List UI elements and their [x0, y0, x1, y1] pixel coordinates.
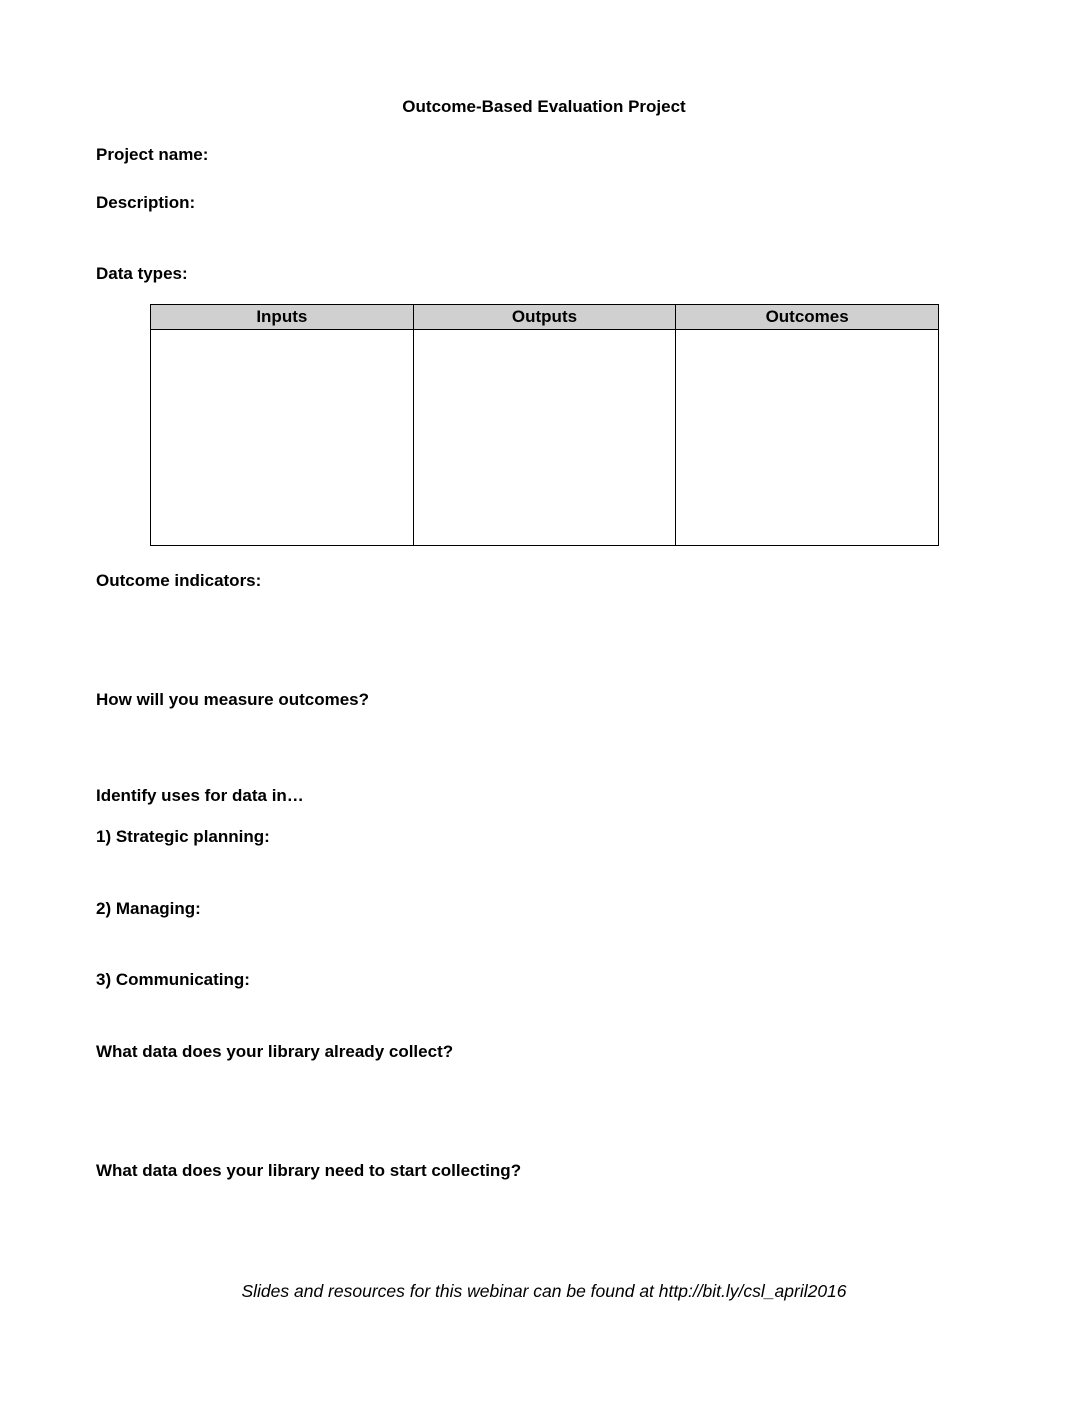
page-title: Outcome-Based Evaluation Project	[402, 97, 686, 116]
inputs-header: Inputs	[151, 305, 414, 330]
project-name-label: Project name:	[96, 145, 209, 164]
data-types-table	[150, 304, 939, 546]
inputs-cell[interactable]	[151, 330, 414, 546]
outputs-header: Outputs	[413, 305, 676, 330]
managing-label: 2) Managing:	[96, 899, 201, 918]
identify-uses-label: Identify uses for data in…	[96, 786, 304, 805]
outcome-indicators-label: Outcome indicators:	[96, 571, 262, 590]
outcomes-header: Outcomes	[676, 305, 939, 330]
footer-note: Slides and resources for this webinar can be found at http://bit.ly/csl_april2016	[241, 1281, 847, 1301]
need-to-collect-label: What data does your library need to start collecting?	[96, 1161, 522, 1180]
strategic-planning-label: 1) Strategic planning:	[96, 827, 270, 846]
table-header-row	[151, 305, 939, 330]
measure-outcomes-label: How will you measure outcomes?	[96, 690, 370, 709]
outcomes-cell[interactable]	[676, 330, 939, 546]
outputs-cell[interactable]	[413, 330, 676, 546]
table-row	[151, 330, 939, 546]
communicating-label: 3) Communicating:	[96, 970, 250, 989]
description-label: Description:	[96, 193, 196, 212]
data-types-label: Data types:	[96, 264, 188, 283]
already-collect-label: What data does your library already collect?	[96, 1042, 454, 1061]
